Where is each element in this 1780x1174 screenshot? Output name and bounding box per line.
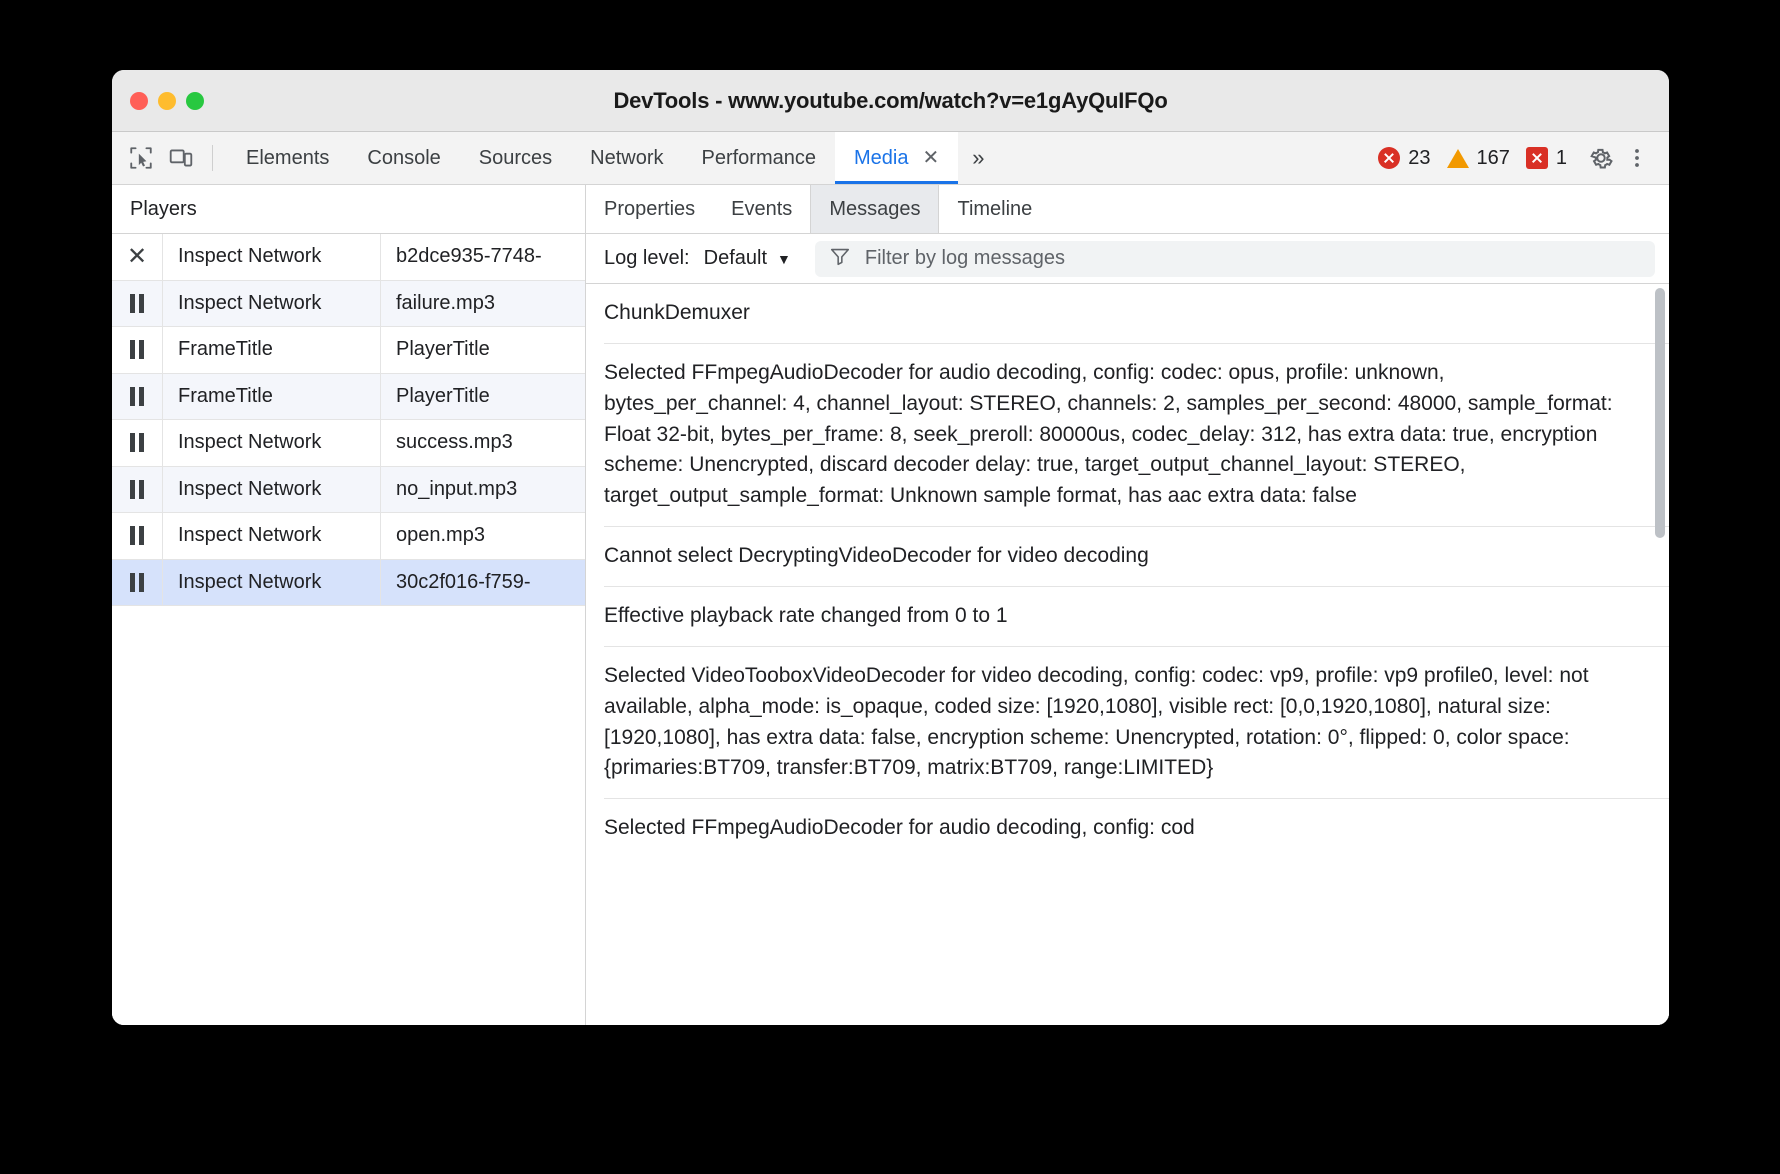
- tab-network[interactable]: [571, 132, 682, 184]
- window-controls: [130, 92, 204, 110]
- player-id: PlayerTitle: [380, 327, 585, 373]
- warning-count-label: 167: [1476, 146, 1510, 169]
- inspect-cursor-icon[interactable]: [124, 141, 158, 175]
- player-row[interactable]: [112, 374, 585, 421]
- log-level-label: Log level:: [604, 247, 690, 269]
- player-row[interactable]: [112, 327, 585, 374]
- tab-media[interactable]: [835, 132, 958, 184]
- player-name: Inspect Network: [162, 560, 380, 606]
- message-item: ChunkDemuxer: [604, 284, 1669, 344]
- pause-icon[interactable]: [112, 340, 162, 359]
- chevron-down-icon: ▼: [777, 250, 791, 267]
- tab-events[interactable]: [713, 185, 810, 233]
- panel-tabs: [227, 132, 958, 184]
- tab-elements[interactable]: [227, 132, 348, 184]
- player-row[interactable]: [112, 420, 585, 467]
- issue-icon: [1526, 147, 1548, 169]
- message-item: Effective playback rate changed from 0 to 1: [604, 587, 1669, 647]
- pause-icon[interactable]: [112, 433, 162, 452]
- player-id: b2dce935-7748-: [380, 234, 585, 280]
- player-id: PlayerTitle: [380, 374, 585, 420]
- player-id: failure.mp3: [380, 281, 585, 327]
- close-icon[interactable]: ✕: [126, 242, 148, 270]
- player-id: no_input.mp3: [380, 467, 585, 513]
- close-icon[interactable]: ✕: [922, 147, 940, 169]
- search-input[interactable]: [851, 246, 1655, 271]
- log-level-select[interactable]: [704, 247, 791, 270]
- detail-tabs: [586, 185, 1669, 234]
- tab-label: Timeline: [957, 197, 1033, 220]
- tab-performance[interactable]: [683, 132, 836, 184]
- tab-label: Sources: [478, 146, 553, 169]
- player-name: FrameTitle: [162, 374, 380, 420]
- gear-icon[interactable]: [1583, 140, 1619, 176]
- devtools-content: [112, 185, 1669, 1025]
- player-name: Inspect Network: [162, 513, 380, 559]
- issue-count-label: 1: [1555, 146, 1567, 169]
- filter-icon: [829, 245, 851, 272]
- player-row-selected[interactable]: [112, 560, 585, 607]
- scrollbar-thumb[interactable]: [1655, 288, 1665, 538]
- messages-list: [586, 284, 1669, 1025]
- pause-icon[interactable]: [112, 573, 162, 592]
- tab-label: Events: [731, 197, 793, 220]
- warning-count-badge[interactable]: [1447, 147, 1510, 170]
- more-tabs-icon[interactable]: »: [972, 145, 985, 170]
- players-pane: [112, 185, 586, 1025]
- error-count-label: 23: [1408, 146, 1431, 169]
- tab-label: Elements: [246, 146, 330, 169]
- tab-label: Messages: [829, 197, 921, 220]
- tab-label: Properties: [604, 197, 696, 220]
- pause-icon[interactable]: [112, 387, 162, 406]
- player-row[interactable]: [112, 234, 585, 281]
- warning-icon: [1447, 149, 1469, 168]
- players-header: Players: [112, 185, 585, 234]
- error-icon: [1378, 147, 1400, 169]
- close-window-button[interactable]: [130, 92, 148, 110]
- player-row[interactable]: [112, 281, 585, 328]
- device-toggle-icon[interactable]: [164, 141, 198, 175]
- devtools-window: [112, 70, 1669, 1025]
- player-name: Inspect Network: [162, 281, 380, 327]
- filter-toolbar: [586, 234, 1669, 284]
- tab-label: Network: [590, 146, 664, 169]
- tab-label: Media: [854, 146, 909, 169]
- kebab-menu-icon[interactable]: [1619, 140, 1655, 176]
- detail-pane: [586, 185, 1669, 1025]
- player-row[interactable]: [112, 467, 585, 514]
- message-item: Selected FFmpegAudioDecoder for audio decoding, config: codec: opus, profile: unknown, bytes_per_channel: 4, channel_layout: STEREO, channels: 2, samples_per_second: 48000, sample_format: Float 32-bit, bytes_per_frame: 8, seek_preroll: 80000us, codec_delay: 312, has extra data: true, encryption scheme: Unencrypted, discard decoder delay: true, target_output_channel_layout: STEREO, target_output_sample_format: Unknown sample format, has aac extra data: false: [604, 344, 1669, 527]
- message-item: Selected VideoTooboxVideoDecoder for video decoding, config: codec: vp9, profile: vp9 profile0, level: not available, alpha_mode: is_opaque, coded size: [1920,1080], visible rect: [0,0,1920,1080], natural size: [1920,1080], has extra data: false, encryption scheme: Unencrypted, rotation: 0°, flipped: 0, color space: {primaries:BT709, transfer:BT709, matrix:BT709, range:LIMITED}: [604, 647, 1669, 799]
- error-count-badge[interactable]: [1378, 147, 1430, 170]
- player-id: success.mp3: [380, 420, 585, 466]
- pause-icon[interactable]: [112, 480, 162, 499]
- tab-sources[interactable]: [460, 132, 571, 184]
- toolbar-divider: [212, 145, 213, 171]
- log-level-value: Default: [703, 247, 767, 269]
- message-item: Cannot select DecryptingVideoDecoder for video decoding: [604, 527, 1669, 587]
- issue-count-badge[interactable]: [1526, 147, 1567, 170]
- player-name: Inspect Network: [162, 420, 380, 466]
- player-name: Inspect Network: [162, 234, 380, 280]
- messages-scrollbar[interactable]: [1655, 284, 1665, 1025]
- player-id: 30c2f016-f759-: [380, 560, 585, 606]
- devtools-toolbar: [112, 132, 1669, 185]
- tab-timeline[interactable]: [939, 185, 1050, 233]
- player-name: FrameTitle: [162, 327, 380, 373]
- pause-icon[interactable]: [112, 526, 162, 545]
- window-title: DevTools - www.youtube.com/watch?v=e1gAyQuIFQo: [613, 87, 1168, 113]
- tab-properties[interactable]: [586, 185, 713, 233]
- player-id: open.mp3: [380, 513, 585, 559]
- tab-label: Console: [367, 146, 441, 169]
- message-item: Selected FFmpegAudioDecoder for audio decoding, config: cod: [604, 816, 1195, 840]
- players-list: [112, 234, 585, 1025]
- player-row[interactable]: [112, 513, 585, 560]
- tab-label: Performance: [701, 146, 816, 169]
- minimize-window-button[interactable]: [158, 92, 176, 110]
- tab-messages[interactable]: [810, 185, 939, 233]
- window-titlebar: [112, 70, 1669, 132]
- tab-console[interactable]: [348, 132, 459, 184]
- toolbar-right-group: [1378, 140, 1655, 176]
- pause-icon[interactable]: [112, 294, 162, 313]
- player-name: Inspect Network: [162, 467, 380, 513]
- filter-input-wrapper[interactable]: [815, 241, 1655, 277]
- maximize-window-button[interactable]: [186, 92, 204, 110]
